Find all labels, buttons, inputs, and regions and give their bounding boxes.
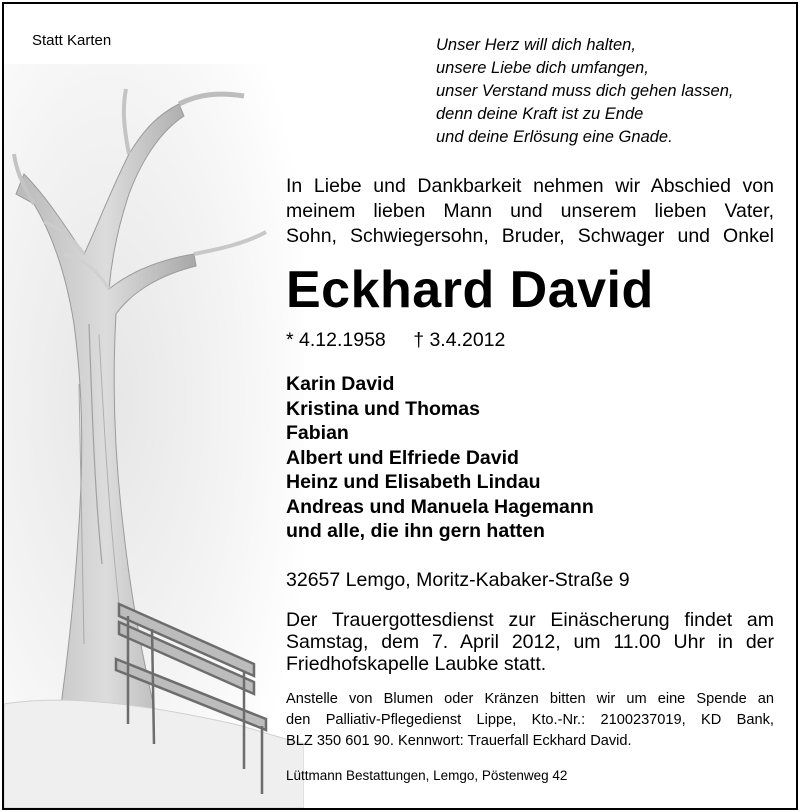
intro-line: Sohn, Schwiegersohn, Bruder, Schwager und Onkel	[286, 225, 774, 247]
mourner: Kristina und Thomas	[286, 397, 480, 420]
poem-line: denn deine Kraft ist zu Ende	[436, 105, 644, 123]
service-line: Friedhofskapelle Laubke statt.	[286, 653, 547, 675]
donation-line: BLZ 350 601 90. Kennwort: Trauerfall Eckhard David.	[286, 733, 632, 749]
obituary-card	[2, 2, 798, 810]
poem	[436, 34, 786, 149]
family-address: 32657 Lemgo, Moritz-Kabaker-Straße 9	[286, 569, 630, 591]
mourners-list	[286, 372, 594, 544]
mourner: Karin David	[286, 373, 395, 395]
poem-line: und deine Erlösung eine Gnade.	[436, 128, 673, 146]
donation-line: den Palliativ-Pflegedienst Lippe, Kto.-Nr.: 2100237019, KD Bank,	[286, 712, 774, 728]
mourner: Albert und Elfriede David	[286, 446, 519, 469]
birth-date: * 4.12.1958	[286, 329, 386, 351]
deceased-name: Eckhard David	[286, 261, 654, 319]
mourner: und alle, die ihn gern hatten	[286, 520, 545, 542]
funeral-service-info	[286, 609, 774, 675]
death-date: † 3.4.2012	[413, 329, 506, 351]
header-label: Statt Karten	[32, 32, 112, 49]
poem-line: Unser Herz will dich halten,	[436, 36, 636, 54]
intro-line: In Liebe und Dankbarkeit nehmen wir Abschied von	[286, 175, 774, 197]
mourner: Heinz und Elisabeth Lindau	[286, 471, 541, 493]
intro-line: meinem lieben Mann und unserem lieben Vater,	[286, 200, 774, 222]
donation-request	[286, 689, 774, 752]
poem-line: unsere Liebe dich umfangen,	[436, 59, 649, 77]
service-line: Der Trauergottesdienst zur Einäscherung findet am	[286, 609, 774, 631]
service-line: Samstag, dem 7. April 2012, um 11.00 Uhr in der	[286, 631, 774, 653]
life-dates	[286, 329, 505, 352]
mourner: Fabian	[286, 422, 349, 444]
poem-line: unser Verstand muss dich gehen lassen,	[436, 82, 734, 100]
undertaker-info: Lüttmann Bestattungen, Lemgo, Pöstenweg 42	[286, 768, 568, 783]
mourner: Andreas und Manuela Hagemann	[286, 495, 594, 518]
tree-and-bench-illustration	[4, 4, 304, 808]
intro-text	[286, 174, 774, 249]
donation-line: Anstelle von Blumen oder Kränzen bitten wir um eine Spende an	[286, 691, 774, 707]
